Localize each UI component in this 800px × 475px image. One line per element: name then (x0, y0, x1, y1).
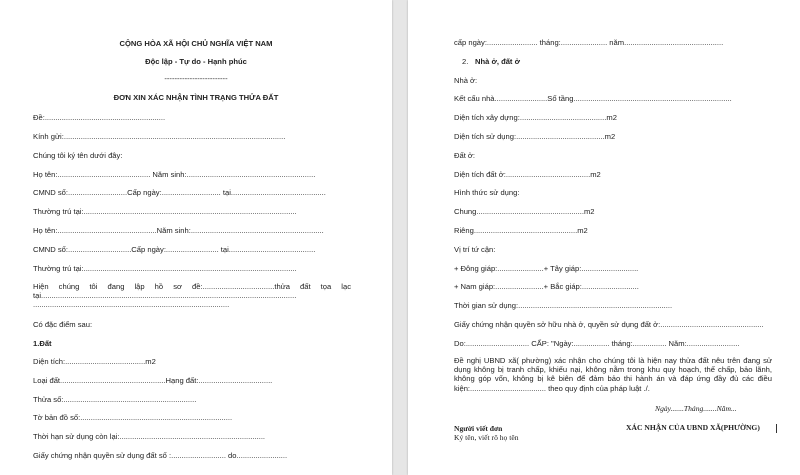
thuong-tru-line-1: Thường trú tại:..................................................................................................... (33, 207, 297, 216)
header-divider: ------------------------- (164, 74, 228, 83)
thoi-gian-line: Thời gian sử dụng:......................................................................... (454, 301, 673, 310)
document-title: ĐƠN XIN XÁC NHẬN TÌNH TRẠNG THỬA ĐẤT (113, 93, 279, 102)
rieng-line: Riêng.................................................m2 (454, 226, 588, 235)
document-page-2 (408, 0, 800, 475)
cap-ngay-line: cấp ngày:........................ tháng:...................... năm............................................... (454, 38, 724, 47)
hinh-thuc-line: Hình thức sử dụng: (454, 188, 520, 197)
nam-bac-line: + Nam giáp:.......................+ Bắc giáp:........................... (454, 282, 639, 291)
cmnd-line-1: CMND số:............................Cấp ngày:............................ tại............................................. (33, 188, 326, 197)
dt-xay-dung-line: Diện tích xây dựng:.........................................m2 (454, 113, 617, 122)
section-2-number: 2. (462, 57, 469, 66)
text-cursor (776, 424, 777, 433)
dat-o-line: Đất ở: (454, 151, 476, 160)
ho-ten-line-2: Họ tên:...............................................Năm sinh:............................................................... (33, 226, 324, 235)
to-ban-do-line: Tờ bản đồ số:........................................................................ (33, 413, 233, 422)
thuong-tru-line-2: Thường trú tại:..................................................................................................... (33, 264, 297, 273)
country-header: CỘNG HÒA XÃ HỘI CHỦ NGHĨA VIỆT NAM (119, 39, 273, 48)
ho-ten-line-1: Họ tên:............................................ Năm sinh:............................................................. (33, 170, 316, 179)
chung-line: Chung...................................................m2 (454, 207, 595, 216)
kinh-gui-line: Kính gửi:......................................................................................................... (33, 132, 286, 141)
thua-so-line: Thửa số:............................................................... (33, 395, 197, 404)
hien-line-1: Hiện chúng tôi đang lập hồ sơ đề:..................................thửa đất tọa lạc (33, 282, 351, 291)
date-line: Ngày.......Tháng.......Năm... (655, 404, 737, 413)
de-line: Đề:......................................................... (33, 113, 166, 122)
dien-tich-line: Diện tích:......................................m2 (33, 357, 156, 366)
section-1-heading: 1.Đất (33, 339, 52, 348)
loai-dat-line: Loại đất..................................................Hạng đất:................................... (33, 376, 273, 385)
hien-line-2: tại......................................................................................................................... (33, 291, 297, 300)
intro-line: Chúng tôi ký tên dưới đây: (33, 151, 123, 160)
giay-cn-line: Giấy chứng nhận quyền sử dụng đất số :.......................... do........................ (33, 451, 288, 460)
ket-cau-line: Kết cấu nhà.........................Số tầng........................................................................... (454, 94, 732, 103)
dt-dat-o-line: Diện tích đất ở:........................................m2 (454, 170, 601, 179)
dong-tay-line: + Đông giáp:......................+ Tây giáp:........................... (454, 264, 639, 273)
section-2-heading: Nhà ở, đất ở (475, 57, 520, 66)
nguoi-viet-don-label: Người viết đơn (454, 424, 503, 433)
do-cap-line: Do:.............................. CẤP: "Ngày:................. tháng:................ Năm:......................... (454, 339, 740, 348)
document-page-1 (0, 0, 392, 475)
nha-o-line: Nhà ở: (454, 76, 478, 85)
xac-nhan-label: XÁC NHẬN CỦA UBND XÃ(PHƯỜNG) (626, 423, 760, 432)
giay-cn-nha-line: Giấy chứng nhận quyền sở hữu nhà ở, quyền sử dụng đất ở:................................................. (454, 320, 764, 329)
hien-line-3: ............................................................................................. (33, 300, 230, 309)
motto: Độc lập - Tự do - Hạnh phúc (145, 57, 247, 66)
thoi-han-line: Thời hạn sử dụng còn lại:..................................................................... (33, 432, 266, 441)
co-dac-diem-line: Có đặc điểm sau: (33, 320, 93, 329)
dt-su-dung-line: Diện tích sử dụng:..........................................m2 (454, 132, 616, 141)
vi-tri-line: Vị trí tứ cận: (454, 245, 496, 254)
de-nghi-paragraph: Đề nghị UBND xã( phường) xác nhận cho chúng tôi là hiện nay thửa đất nêu trên đang sử dụng không bị tranh chấp, khiếu nại, không nằm trong khu quy hoạch, thế chấp, bảo lãnh, không góp vốn, không bị kê biên để đảm bảo thi hành án và đáp ứng đầy đủ các điều kiện:.................................... theo quy định của pháp luật ./. (454, 356, 772, 393)
cmnd-line-2: CMND số:..............................Cấp ngày:......................... tại......................................... (33, 245, 316, 254)
ky-ten-label: Ký tên, viết rõ họ tên (454, 433, 519, 442)
